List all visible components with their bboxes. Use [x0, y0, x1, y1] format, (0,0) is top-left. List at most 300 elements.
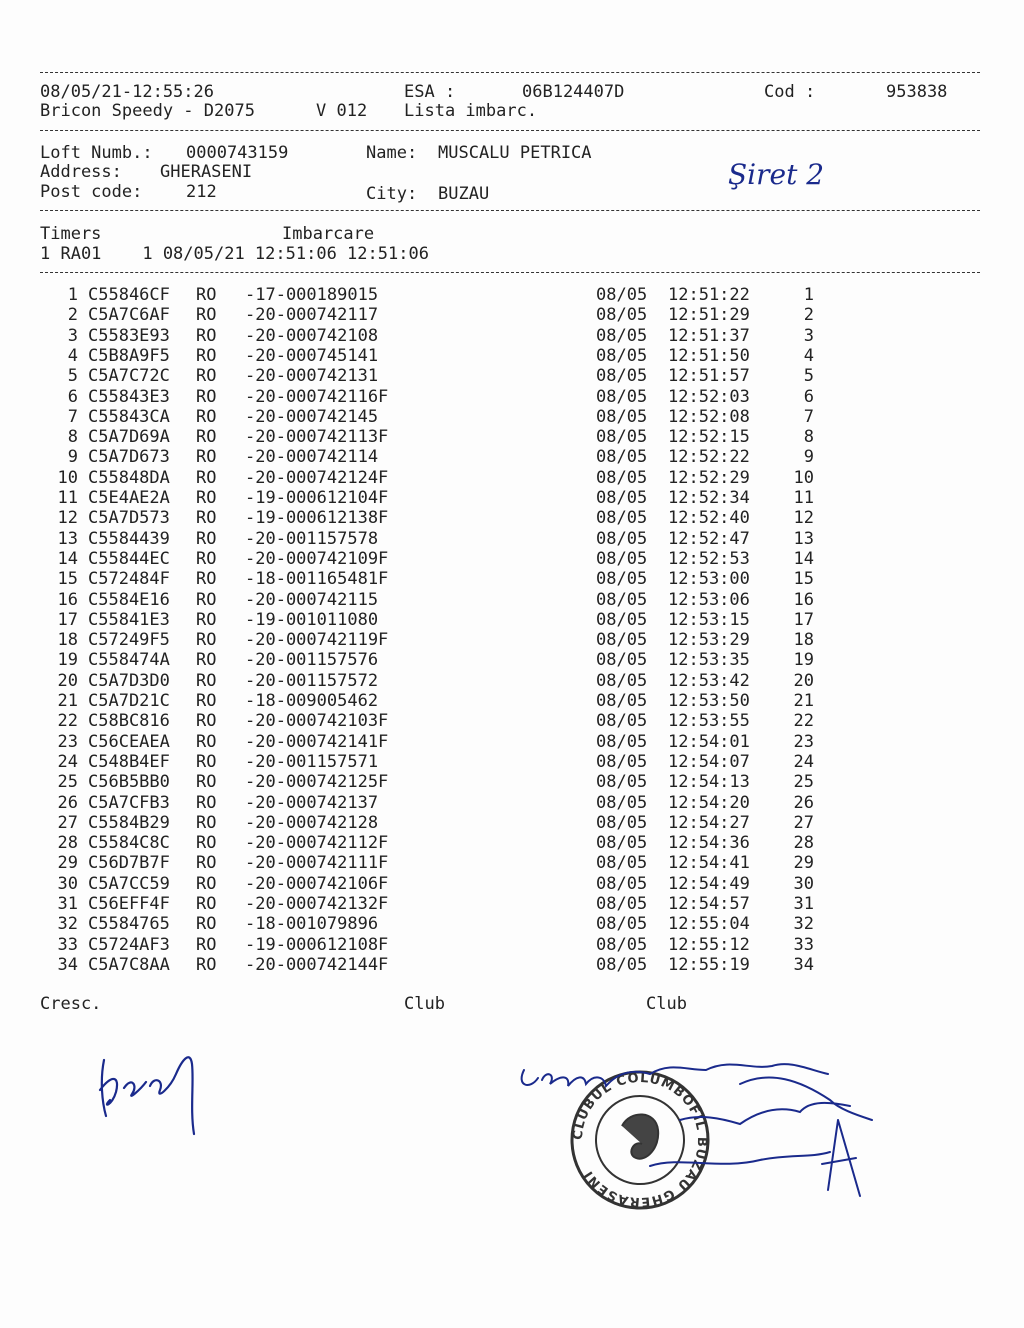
ring-number: -17-000189015 — [245, 285, 379, 305]
country-code: RO — [196, 853, 217, 874]
country-code: RO — [196, 447, 217, 468]
club-label-1: Club — [404, 994, 445, 1014]
arrival-time: 12:51:50 — [668, 345, 750, 366]
ring-number: -20-000742114 — [245, 447, 379, 468]
ring-code: C56B5BB0 — [88, 772, 170, 793]
table-row — [0, 732, 1024, 752]
row-index: 12 — [57, 508, 78, 529]
arrival-date: 08/05 — [596, 305, 648, 326]
row-index: 3 — [67, 325, 78, 346]
table-row — [0, 468, 1024, 488]
arrival-time: 12:53:00 — [668, 569, 750, 590]
device-version: V 012 — [316, 101, 368, 121]
row-index: 13 — [57, 528, 78, 549]
arrival-time: 12:54:13 — [668, 772, 750, 793]
arrival-time: 12:53:50 — [668, 691, 750, 711]
ring-number: -20-000742125F — [245, 772, 389, 793]
position-number: 18 — [793, 630, 814, 651]
arrival-time: 12:54:20 — [668, 792, 750, 813]
club-stamp-and-signatures — [510, 1040, 880, 1220]
stamp-text: CLUBUL COLUMBOFIL BUZAU GHERASENI — [570, 1070, 710, 1210]
table-row — [0, 447, 1024, 467]
arrival-date: 08/05 — [596, 914, 648, 935]
row-index: 32 — [57, 914, 78, 935]
ring-number: -18-001165481F — [245, 569, 389, 590]
row-index: 11 — [57, 488, 78, 508]
arrival-date: 08/05 — [596, 873, 648, 894]
table-row — [0, 874, 1024, 894]
arrival-time: 12:53:06 — [668, 589, 750, 610]
country-code: RO — [196, 670, 217, 691]
table-row — [0, 387, 1024, 407]
ring-number: -20-000742128 — [245, 812, 379, 833]
arrival-time: 12:52:08 — [668, 406, 750, 427]
country-code: RO — [196, 914, 217, 935]
position-number: 34 — [793, 954, 814, 975]
row-index: 14 — [57, 548, 78, 569]
ring-code: C56CEAEA — [88, 731, 170, 752]
ring-code: C5584439 — [88, 528, 170, 549]
row-index: 34 — [57, 954, 78, 975]
country-code: RO — [196, 528, 217, 549]
arrival-time: 12:51:22 — [668, 285, 750, 305]
table-row — [0, 894, 1024, 914]
ring-number: -20-000742131 — [245, 366, 379, 387]
ring-number: -19-000612104F — [245, 488, 389, 508]
handwritten-note: Şiret 2 — [728, 158, 825, 191]
arrival-date: 08/05 — [596, 569, 648, 590]
arrival-time: 12:52:29 — [668, 467, 750, 488]
country-code: RO — [196, 772, 217, 793]
club-stamp — [571, 1071, 709, 1209]
table-row — [0, 529, 1024, 549]
position-number: 33 — [793, 934, 814, 955]
row-index: 24 — [57, 751, 78, 772]
position-number: 23 — [793, 731, 814, 752]
arrival-time: 12:51:57 — [668, 366, 750, 387]
row-index: 7 — [67, 406, 78, 427]
arrival-date: 08/05 — [596, 751, 648, 772]
cod-value: 953838 — [886, 82, 948, 102]
arrival-date: 08/05 — [596, 812, 648, 833]
ring-number: -20-000742106F — [245, 873, 389, 894]
ring-number: -20-001157576 — [245, 650, 379, 671]
position-number: 31 — [793, 894, 814, 914]
table-row — [0, 427, 1024, 447]
country-code: RO — [196, 731, 217, 752]
position-number: 28 — [793, 833, 814, 854]
arrival-date: 08/05 — [596, 325, 648, 346]
ring-code: C56D7B7F — [88, 853, 170, 874]
position-number: 21 — [793, 691, 814, 711]
arrival-time: 12:54:27 — [668, 812, 750, 833]
ring-code: C5A7CFB3 — [88, 792, 170, 813]
ring-number: -20-000742108 — [245, 325, 379, 346]
arrival-date: 08/05 — [596, 691, 648, 711]
ring-code: C56EFF4F — [88, 894, 170, 914]
table-row — [0, 793, 1024, 813]
table-row — [0, 772, 1024, 792]
position-number: 19 — [793, 650, 814, 671]
postcode-label: Post code: — [40, 182, 143, 202]
arrival-time: 12:52:53 — [668, 548, 750, 569]
row-index: 4 — [67, 345, 78, 366]
ring-code: C5584C8C — [88, 833, 170, 854]
ring-code: C55841E3 — [88, 609, 170, 630]
country-code: RO — [196, 833, 217, 854]
ring-number: -20-000742109F — [245, 548, 389, 569]
position-number: 27 — [793, 812, 814, 833]
timer-line: 1 RA01 1 08/05/21 12:51:06 12:51:06 — [40, 244, 429, 264]
ring-code: C5A7D69A — [88, 427, 170, 448]
position-number: 26 — [793, 792, 814, 813]
ring-number: -20-000742144F — [245, 954, 389, 975]
ring-code: C572484F — [88, 569, 170, 590]
city-value: BUZAU — [438, 184, 490, 204]
row-index: 23 — [57, 731, 78, 752]
esa-value: 06B124407D — [522, 82, 625, 102]
arrival-date: 08/05 — [596, 954, 648, 975]
arrival-date: 08/05 — [596, 711, 648, 732]
position-number: 1 — [803, 285, 814, 305]
ring-number: -20-001157571 — [245, 751, 379, 772]
city-label: City: — [366, 184, 418, 204]
ring-code: C55843E3 — [88, 386, 170, 407]
arrival-time: 12:54:57 — [668, 894, 750, 914]
arrival-date: 08/05 — [596, 285, 648, 305]
name-value: MUSCALU PETRICA — [438, 143, 592, 163]
ring-number: -20-000742132F — [245, 894, 389, 914]
row-index: 25 — [57, 772, 78, 793]
ring-code: C5E4AE2A — [88, 488, 170, 508]
country-code: RO — [196, 386, 217, 407]
address-label: Address: — [40, 162, 122, 182]
country-code: RO — [196, 406, 217, 427]
arrival-date: 08/05 — [596, 508, 648, 529]
arrival-date: 08/05 — [596, 650, 648, 671]
country-code: RO — [196, 569, 217, 590]
row-index: 29 — [57, 853, 78, 874]
arrival-time: 12:54:49 — [668, 873, 750, 894]
loft-label: Loft Numb.: — [40, 143, 153, 163]
ring-number: -20-000742141F — [245, 731, 389, 752]
arrival-date: 08/05 — [596, 447, 648, 468]
table-row — [0, 285, 1024, 305]
row-index: 5 — [67, 366, 78, 387]
divider — [40, 72, 980, 73]
country-code: RO — [196, 285, 217, 305]
position-number: 12 — [793, 508, 814, 529]
position-number: 14 — [793, 548, 814, 569]
imbarcare-label: Imbarcare — [282, 224, 375, 244]
table-row — [0, 610, 1024, 630]
arrival-time: 12:52:34 — [668, 488, 750, 508]
table-row — [0, 346, 1024, 366]
country-code: RO — [196, 894, 217, 914]
esa-label: ESA : — [404, 82, 456, 102]
row-index: 17 — [57, 609, 78, 630]
breeder-signature — [90, 1030, 210, 1140]
position-number: 22 — [793, 711, 814, 732]
row-index: 1 — [67, 285, 78, 305]
table-row — [0, 853, 1024, 873]
country-code: RO — [196, 609, 217, 630]
row-index: 22 — [57, 711, 78, 732]
ring-number: -18-009005462 — [245, 691, 379, 711]
table-row — [0, 569, 1024, 589]
position-number: 24 — [793, 751, 814, 772]
table-row — [0, 326, 1024, 346]
table-row — [0, 590, 1024, 610]
ring-code: C5A7C6AF — [88, 305, 170, 326]
position-number: 2 — [803, 305, 814, 326]
arrival-time: 12:54:36 — [668, 833, 750, 854]
ring-code: C5584E16 — [88, 589, 170, 610]
timers-label: Timers — [40, 224, 102, 244]
table-row — [0, 549, 1024, 569]
ring-number: -20-000742145 — [245, 406, 379, 427]
table-row — [0, 488, 1024, 508]
row-index: 18 — [57, 630, 78, 651]
table-row — [0, 935, 1024, 955]
postcode-value: 212 — [186, 182, 217, 202]
ring-code: C5A7D673 — [88, 447, 170, 468]
ring-code: C5A7C8AA — [88, 954, 170, 975]
position-number: 7 — [803, 406, 814, 427]
position-number: 17 — [793, 609, 814, 630]
table-row — [0, 305, 1024, 325]
arrival-date: 08/05 — [596, 630, 648, 651]
table-row — [0, 671, 1024, 691]
country-code: RO — [196, 630, 217, 651]
position-number: 5 — [803, 366, 814, 387]
table-row — [0, 508, 1024, 528]
table-row — [0, 691, 1024, 711]
row-index: 20 — [57, 670, 78, 691]
table-row — [0, 955, 1024, 975]
position-number: 11 — [793, 488, 814, 508]
ring-code: C548B4EF — [88, 751, 170, 772]
ring-number: -20-001157578 — [245, 528, 379, 549]
position-number: 20 — [793, 670, 814, 691]
divider — [40, 210, 980, 211]
row-index: 26 — [57, 792, 78, 813]
ring-code: C5A7CC59 — [88, 873, 170, 894]
arrival-time: 12:53:29 — [668, 630, 750, 651]
row-index: 19 — [57, 650, 78, 671]
row-index: 15 — [57, 569, 78, 590]
arrival-time: 12:55:04 — [668, 914, 750, 935]
ring-code: C5584B29 — [88, 812, 170, 833]
arrival-date: 08/05 — [596, 670, 648, 691]
divider — [40, 272, 980, 273]
arrival-time: 12:55:19 — [668, 954, 750, 975]
arrival-date: 08/05 — [596, 406, 648, 427]
table-row — [0, 833, 1024, 853]
ring-number: -20-000742103F — [245, 711, 389, 732]
position-number: 29 — [793, 853, 814, 874]
row-index: 31 — [57, 894, 78, 914]
country-code: RO — [196, 427, 217, 448]
row-index: 16 — [57, 589, 78, 610]
list-title: Lista imbarc. — [404, 101, 538, 121]
position-number: 16 — [793, 589, 814, 610]
row-index: 27 — [57, 812, 78, 833]
arrival-time: 12:53:55 — [668, 711, 750, 732]
ring-number: -20-000742117 — [245, 305, 379, 326]
arrival-date: 08/05 — [596, 488, 648, 508]
arrival-time: 12:51:37 — [668, 325, 750, 346]
arrival-date: 08/05 — [596, 589, 648, 610]
arrival-date: 08/05 — [596, 609, 648, 630]
row-index: 30 — [57, 873, 78, 894]
row-index: 10 — [57, 467, 78, 488]
ring-code: C55846CF — [88, 285, 170, 305]
ring-number: -20-000742113F — [245, 427, 389, 448]
table-row — [0, 813, 1024, 833]
position-number: 8 — [803, 427, 814, 448]
row-index: 9 — [67, 447, 78, 468]
country-code: RO — [196, 345, 217, 366]
ring-code: C5724AF3 — [88, 934, 170, 955]
arrival-time: 12:53:42 — [668, 670, 750, 691]
arrival-date: 08/05 — [596, 345, 648, 366]
position-number: 25 — [793, 772, 814, 793]
country-code: RO — [196, 934, 217, 955]
country-code: RO — [196, 366, 217, 387]
row-index: 2 — [67, 305, 78, 326]
position-number: 30 — [793, 873, 814, 894]
table-row — [0, 711, 1024, 731]
position-number: 9 — [803, 447, 814, 468]
arrival-time: 12:52:15 — [668, 427, 750, 448]
table-row — [0, 407, 1024, 427]
ring-number: -20-000742124F — [245, 467, 389, 488]
ring-code: C55843CA — [88, 406, 170, 427]
ring-code: C558474A — [88, 650, 170, 671]
arrival-date: 08/05 — [596, 894, 648, 914]
arrival-date: 08/05 — [596, 467, 648, 488]
arrival-time: 12:52:40 — [668, 508, 750, 529]
position-number: 13 — [793, 528, 814, 549]
country-code: RO — [196, 873, 217, 894]
country-code: RO — [196, 751, 217, 772]
country-code: RO — [196, 467, 217, 488]
ring-code: C5B8A9F5 — [88, 345, 170, 366]
position-number: 6 — [803, 386, 814, 407]
country-code: RO — [196, 305, 217, 326]
ring-number: -19-000612138F — [245, 508, 389, 529]
country-code: RO — [196, 691, 217, 711]
arrival-time: 12:52:22 — [668, 447, 750, 468]
arrival-date: 08/05 — [596, 528, 648, 549]
arrival-date: 08/05 — [596, 853, 648, 874]
arrival-time: 12:53:15 — [668, 609, 750, 630]
ring-code: C5A7D21C — [88, 691, 170, 711]
name-label: Name: — [366, 143, 418, 163]
arrival-time: 12:51:29 — [668, 305, 750, 326]
row-index: 21 — [57, 691, 78, 711]
country-code: RO — [196, 488, 217, 508]
device-name: Bricon Speedy - D2075 — [40, 101, 255, 121]
row-index: 8 — [67, 427, 78, 448]
cod-label: Cod : — [764, 82, 816, 102]
ring-number: -19-000612108F — [245, 934, 389, 955]
ring-number: -20-000742111F — [245, 853, 389, 874]
position-number: 32 — [793, 914, 814, 935]
country-code: RO — [196, 548, 217, 569]
arrival-time: 12:54:41 — [668, 853, 750, 874]
ring-number: -20-000742112F — [245, 833, 389, 854]
arrival-date: 08/05 — [596, 386, 648, 407]
arrival-date: 08/05 — [596, 731, 648, 752]
country-code: RO — [196, 711, 217, 732]
arrival-time: 12:52:03 — [668, 386, 750, 407]
ring-code: C5583E93 — [88, 325, 170, 346]
ring-code: C5584765 — [88, 914, 170, 935]
ring-code: C5A7C72C — [88, 366, 170, 387]
arrival-time: 12:54:01 — [668, 731, 750, 752]
arrival-time: 12:55:12 — [668, 934, 750, 955]
country-code: RO — [196, 812, 217, 833]
table-row — [0, 650, 1024, 670]
ring-number: -20-001157572 — [245, 670, 379, 691]
ring-number: -18-001079896 — [245, 914, 379, 935]
arrival-date: 08/05 — [596, 427, 648, 448]
country-code: RO — [196, 325, 217, 346]
table-row — [0, 914, 1024, 934]
table-row — [0, 366, 1024, 386]
position-number: 10 — [793, 467, 814, 488]
ring-code: C5A7D573 — [88, 508, 170, 529]
ring-number: -20-000742116F — [245, 386, 389, 407]
country-code: RO — [196, 508, 217, 529]
table-row — [0, 630, 1024, 650]
ring-number: -20-000745141 — [245, 345, 379, 366]
ring-number: -19-001011080 — [245, 609, 379, 630]
ring-code: C55848DA — [88, 467, 170, 488]
country-code: RO — [196, 792, 217, 813]
country-code: RO — [196, 589, 217, 610]
ring-number: -20-000742115 — [245, 589, 379, 610]
arrival-date: 08/05 — [596, 366, 648, 387]
arrival-date: 08/05 — [596, 792, 648, 813]
club-label-2: Club — [646, 994, 687, 1014]
ring-code: C57249F5 — [88, 630, 170, 651]
arrival-time: 12:54:07 — [668, 751, 750, 772]
row-index: 6 — [67, 386, 78, 407]
ring-code: C58BC816 — [88, 711, 170, 732]
loft-value: 0000743159 — [186, 143, 289, 163]
report-datetime: 08/05/21-12:55:26 — [40, 82, 214, 102]
cresc-label: Cresc. — [40, 994, 102, 1014]
arrival-time: 12:52:47 — [668, 528, 750, 549]
ring-number: -20-000742119F — [245, 630, 389, 651]
row-index: 28 — [57, 833, 78, 854]
divider — [40, 130, 980, 131]
table-row — [0, 752, 1024, 772]
position-number: 3 — [803, 325, 814, 346]
ring-code: C5A7D3D0 — [88, 670, 170, 691]
arrival-date: 08/05 — [596, 772, 648, 793]
country-code: RO — [196, 650, 217, 671]
arrival-time: 12:53:35 — [668, 650, 750, 671]
ring-number: -20-000742137 — [245, 792, 379, 813]
ring-code: C55844EC — [88, 548, 170, 569]
arrival-date: 08/05 — [596, 833, 648, 854]
arrival-date: 08/05 — [596, 548, 648, 569]
row-index: 33 — [57, 934, 78, 955]
